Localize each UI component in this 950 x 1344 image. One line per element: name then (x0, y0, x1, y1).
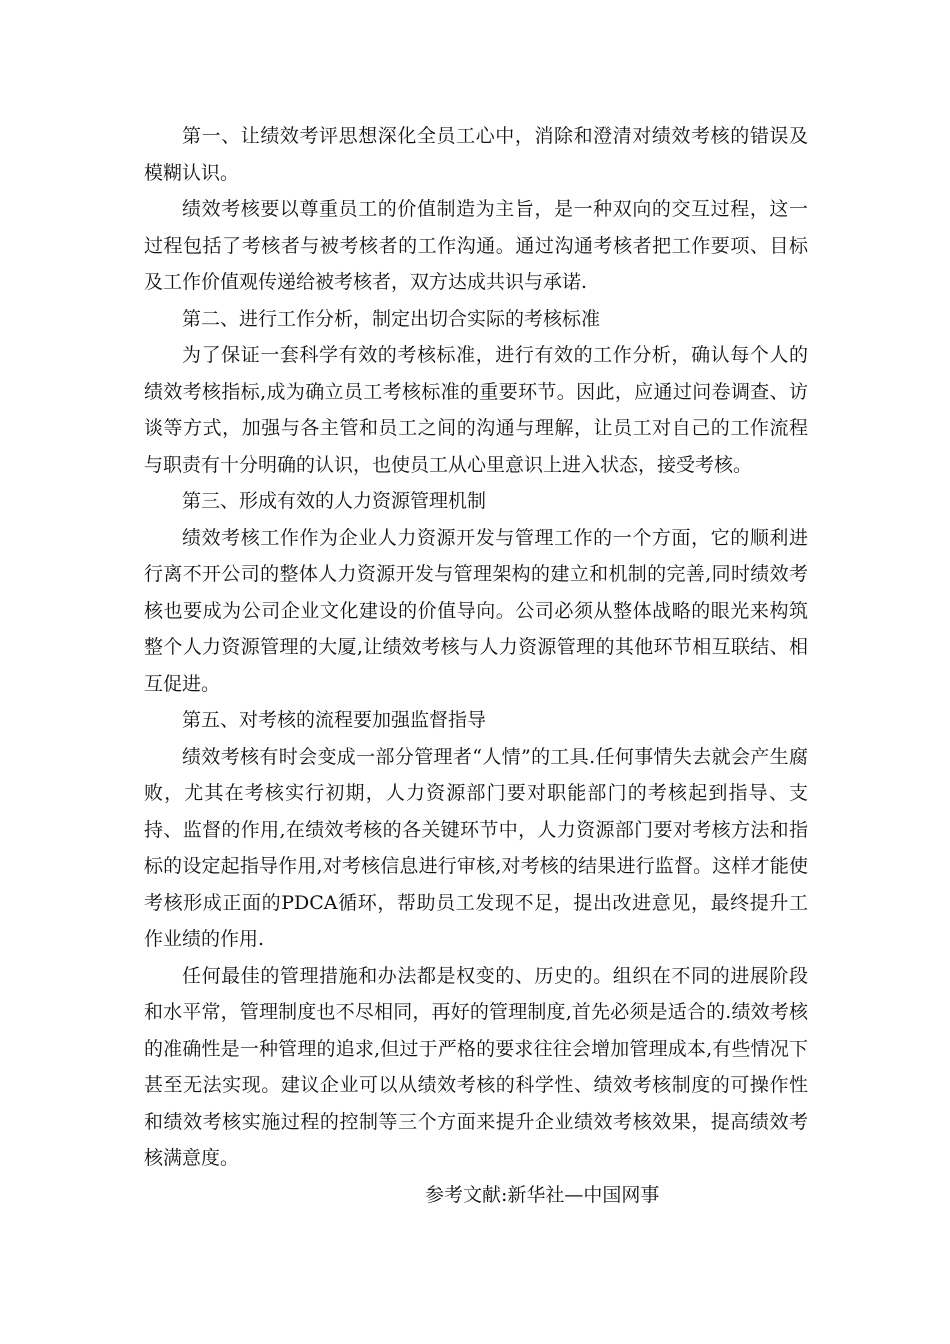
paragraph-heading-5: 第五、对考核的流程要加强监督指导 (182, 709, 487, 731)
document-page (144, 118, 808, 1213)
paragraph-body-1: 绩效考核要以尊重员工的价值制造为主旨，是一种双向的交互过程，这一过程包括了考核者与被考核者的工作沟通。通过沟通考核者把工作要项、目标及工作价值观传递给被考核者，双方达成共识与承诺. (144, 198, 808, 293)
paragraph-heading-2: 第二、进行工作分析，制定出切合实际的考核标准 (182, 307, 601, 330)
paragraph-heading-1: 第一、让绩效考评思想深化全员工心中，消除和澄清对绩效考核的错误及模糊认识。 (144, 125, 808, 184)
reference-line: 参考文献:新华社—中国网事 (425, 1183, 660, 1206)
paragraph-body-3: 绩效考核工作作为企业人力资源开发与管理工作的一个方面，它的顺利进行离不开公司的整体人力资源开发与管理架构的建立和机制的完善,同时绩效考核也要成为公司企业文化建设的价值导向。公司必须从整体战略的眼光来构筑整个人力资源管理的大厦,让绩效考核与人力资源管理的其他环节相互联结、相互促进。 (144, 526, 808, 695)
paragraph-conclusion: 任何最佳的管理措施和办法都是权变的、历史的。组织在不同的进展阶段和水平常，管理制度也不尽相同，再好的管理制度,首先必须是适合的.绩效考核的准确性是一种管理的追求,但过于严格的要求往往会增加管理成本,有些情况下甚至无法实现。建议企业可以从绩效考核的科学性、绩效考核制度的可操作性和绩效考核实施过程的控制等三个方面来提升企业绩效考核效果，提高绩效考核满意度。 (144, 964, 808, 1169)
paragraph-body-2: 为了保证一套科学有效的考核标准，进行有效的工作分析，确认每个人的绩效考核指标,成为确立员工考核标准的重要环节。因此，应通过问卷调查、访谈等方式，加强与各主管和员工之间的沟通与理解，让员工对自己的工作流程与职责有十分明确的认识，也使员工从心里意识上进入状态，接受考核。 (144, 344, 808, 476)
paragraph-heading-3: 第三、形成有效的人力资源管理机制 (182, 490, 487, 512)
paragraph-body-5: 绩效考核有时会变成一部分管理者“人情”的工具.任何事情失去就会产生腐败，尤其在考核实行初期，人力资源部门要对职能部门的考核起到指导、支持、监督的作用,在绩效考核的各关键环节中，人力资源部门要对考核方法和指标的设定起指导作用,对考核信息进行审核,对考核的结果进行监督。这样才能使考核形成正面的PDCA循环，帮助员工发现不足，提出改进意见，最终提升工作业绩的作用. (144, 745, 808, 950)
